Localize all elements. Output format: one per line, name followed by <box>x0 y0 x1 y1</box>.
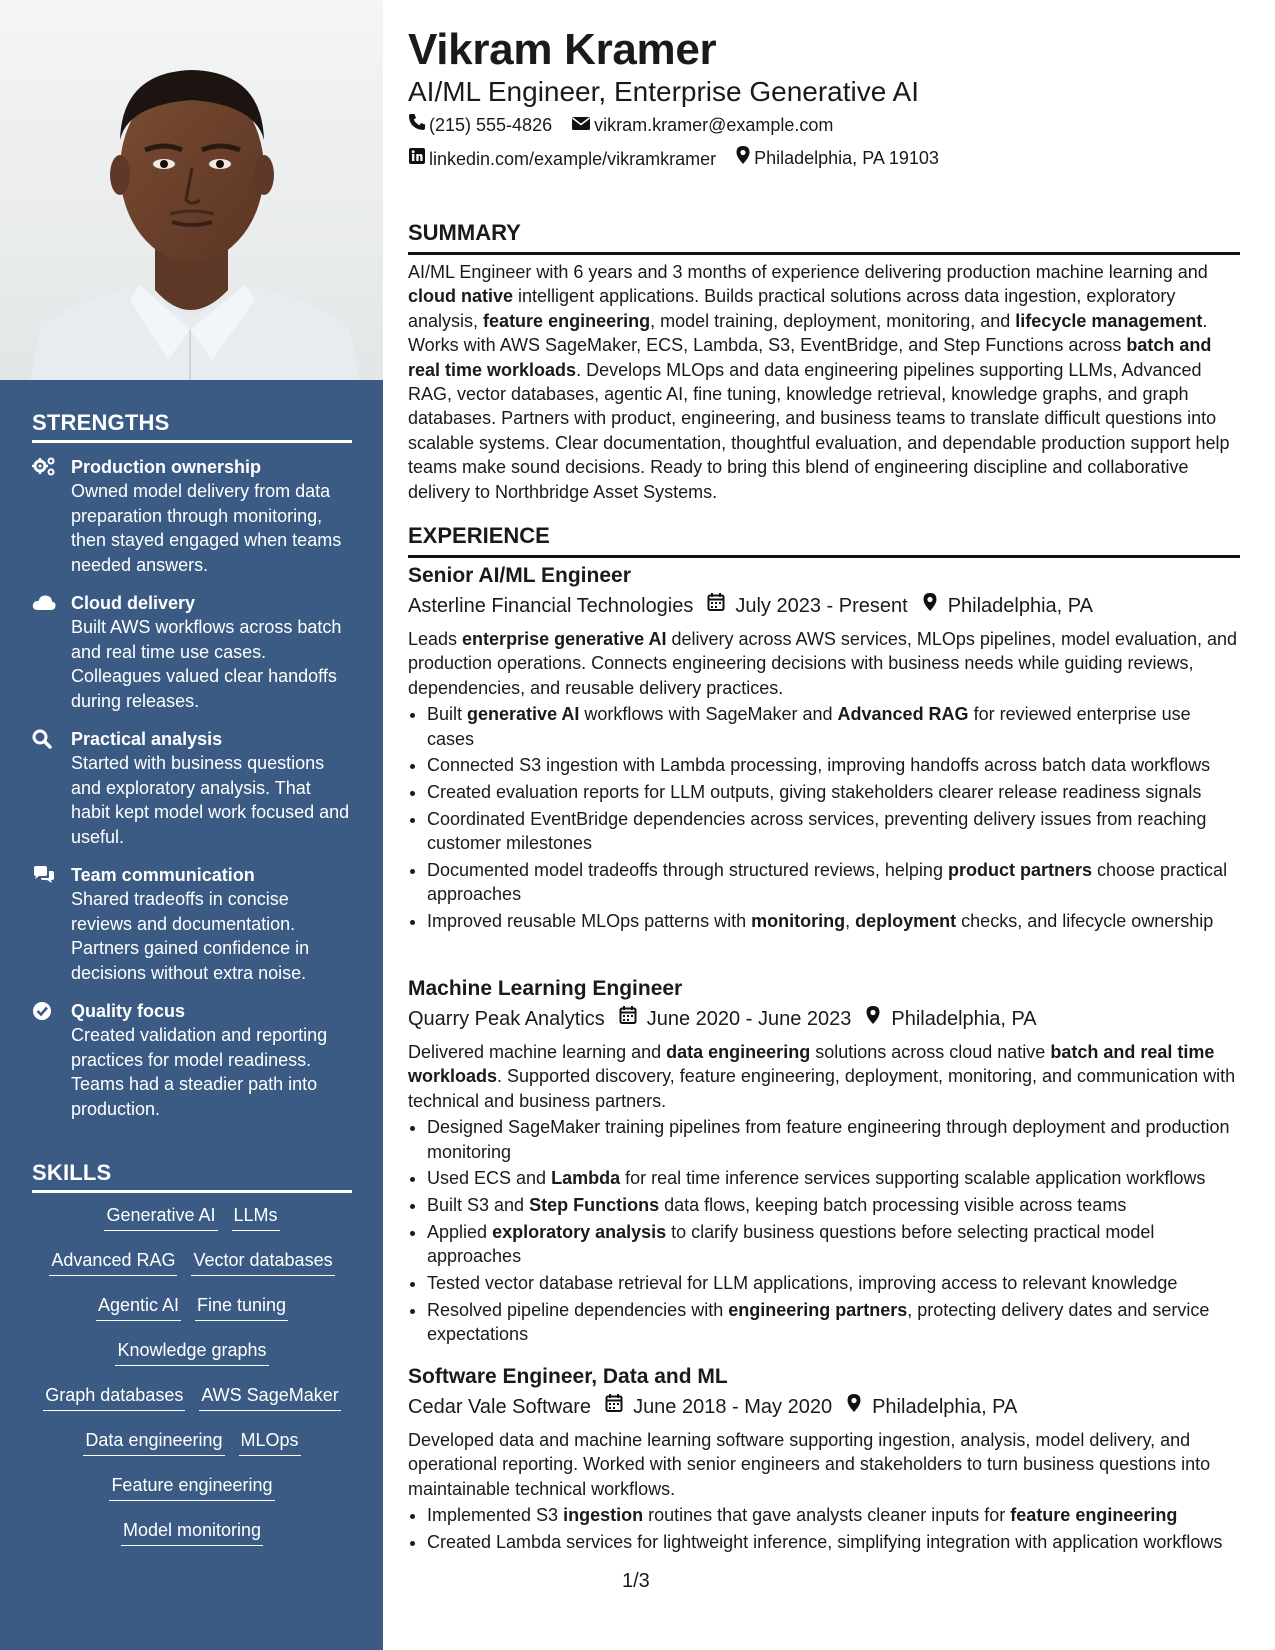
skill-tag: MLOps <box>239 1428 301 1456</box>
summary-text: AI/ML Engineer with 6 years and 3 months of experience delivering production machine learning and cloud native intelligent applications. Builds practical solutions across data ingestion, exploratory analysis, feature engineering, model training, deployment, monitoring, and lifecycle management. Works with AWS SageMaker, ECS, Lambda, S3, EventBridge, and Step Functions across batch and real time workloads. Develops MLOps and data engineering pipelines supporting LLMs, Advanced RAG, vector databases, agentic AI, fine tuning, knowledge retrieval, knowledge graphs, and graph databases. Partners with product, engineering, and business teams to translate difficult questions into scalable systems. Clear documentation, thoughtful evaluation, and dependable production support help teams make sound decisions. Ready to bring this blend of engineering discipline and collaborative delivery to Northbridge Asset Systems. <box>408 262 1230 502</box>
job-entry <box>408 1362 1240 1557</box>
skill-row <box>32 1248 352 1293</box>
strength-desc: Started with business questions and exploratory analysis. That habit kept model work focused and useful. <box>71 753 350 847</box>
skill-tag: Graph databases <box>43 1383 185 1411</box>
map-pin-icon <box>922 591 938 621</box>
skill-tag: LLMs <box>232 1203 280 1231</box>
experience-heading: EXPERIENCE <box>408 521 1240 558</box>
skill-tag: Model monitoring <box>121 1518 263 1546</box>
bullet-item: • Designed SageMaker training pipelines from feature engineering through deployment and production monitoring <box>427 1115 1240 1164</box>
job-dates: June 2018 - May 2020 <box>633 1396 833 1418</box>
phone-text: (215) 555-4826 <box>429 115 553 135</box>
skill-tag: Data engineering <box>83 1428 224 1456</box>
check-circle-icon <box>32 1001 54 1021</box>
skill-row <box>32 1518 352 1563</box>
strength-desc: Shared tradeoffs in concise reviews and documentation. Partners gained confidence in decisions without extra noise. <box>71 889 310 983</box>
bullet-item: • Created Lambda services for lightweight inference, simplifying integration with application workflows <box>427 1530 1240 1554</box>
bullet-item: • Used ECS and Lambda for real time inference services supporting scalable application workflows <box>427 1166 1240 1190</box>
skills-heading: SKILLS <box>32 1160 352 1193</box>
strength-title: Team communication <box>71 865 255 885</box>
skill-row <box>32 1428 352 1473</box>
candidate-headline: AI/ML Engineer, Enterprise Generative AI <box>408 76 920 107</box>
strength-item <box>32 591 352 713</box>
skills-list <box>32 1203 352 1563</box>
strength-item <box>32 863 352 985</box>
job-bullets <box>408 702 1240 933</box>
gears-icon <box>32 457 54 477</box>
email-link[interactable]: vikram.kramer@example.com <box>594 115 834 135</box>
strength-title: Cloud delivery <box>71 593 196 613</box>
skill-row <box>32 1203 352 1248</box>
profile-photo <box>0 0 383 380</box>
comments-icon <box>32 865 54 885</box>
skill-tag: Fine tuning <box>195 1293 288 1321</box>
bullet-item: • Resolved pipeline dependencies with engineering partners, protecting delivery dates and service expectations <box>427 1298 1240 1347</box>
phone-icon <box>408 113 429 137</box>
job-meta <box>408 1392 1240 1422</box>
bullet-item: • Created evaluation reports for LLM outputs, giving stakeholders clearer release readiness signals <box>427 780 1240 804</box>
strength-desc: Owned model delivery from data preparation through monitoring, then stayed engaged when teams needed answers. <box>71 481 342 575</box>
contact-row <box>408 113 847 137</box>
bullet-item: • Documented model tradeoffs through structured reviews, helping product partners choose practical approaches <box>427 858 1240 907</box>
map-pin-icon <box>735 145 754 171</box>
job-entry <box>408 561 1240 936</box>
strengths-section <box>32 410 352 1121</box>
calendar-icon <box>707 591 725 621</box>
job-location: Philadelphia, PA <box>872 1396 1018 1418</box>
bullet-item: • Improved reusable MLOps patterns with monitoring, deployment checks, and lifecycle ownership <box>427 909 1240 933</box>
skill-tag: Agentic AI <box>96 1293 181 1321</box>
skill-tag: AWS SageMaker <box>199 1383 340 1411</box>
bullet-item: • Coordinated EventBridge dependencies across services, preventing delivery issues from reaching customer milestones <box>427 807 1240 856</box>
location-text: Philadelphia, PA 19103 <box>754 148 939 168</box>
job-title: Senior AI/ML Engineer <box>408 564 631 587</box>
company-name: Cedar Vale Software <box>408 1396 592 1418</box>
cloud-icon <box>32 593 54 613</box>
location-contact <box>735 145 939 171</box>
job-description: Delivered machine learning and data engineering solutions across cloud native batch and real time workloads. Supported discovery, feature engineering, deployment, monitoring, and communication with technical and business partners. <box>408 1042 1236 1111</box>
email-contact[interactable] <box>571 113 833 137</box>
job-location: Philadelphia, PA <box>891 1008 1037 1030</box>
linkedin-link[interactable]: linkedin.com/example/vikramkramer <box>429 149 717 169</box>
sidebar <box>0 0 383 1650</box>
portrait-image <box>0 0 383 380</box>
strength-item <box>32 455 352 577</box>
job-title: Software Engineer, Data and ML <box>408 1365 728 1388</box>
linkedin-icon <box>408 147 429 171</box>
skills-section <box>32 1160 352 1563</box>
skill-row <box>32 1383 352 1428</box>
strength-title: Production ownership <box>71 457 262 477</box>
strength-desc: Built AWS workflows across batch and real time use cases. Colleagues valued clear handoffs during releases. <box>71 617 342 711</box>
job-dates: July 2023 - Present <box>735 595 908 617</box>
skill-row <box>32 1473 352 1518</box>
skill-tag: Advanced RAG <box>49 1248 177 1276</box>
skill-row <box>32 1338 352 1383</box>
bullet-item: • Implemented S3 ingestion routines that gave analysts cleaner inputs for feature engineering <box>427 1503 1240 1527</box>
calendar-icon <box>605 1392 623 1422</box>
job-location: Philadelphia, PA <box>947 595 1093 617</box>
map-pin-icon <box>846 1392 862 1422</box>
phone-contact <box>408 113 552 137</box>
map-pin-icon <box>865 1004 881 1034</box>
skill-row <box>32 1293 352 1338</box>
company-name: Asterline Financial Technologies <box>408 595 694 617</box>
job-description: Leads enterprise generative AI delivery across AWS services, MLOps pipelines, model evaluation, and production operations. Connects engineering decisions with business needs while guiding reviews, dependencies, and reusable delivery practices. <box>408 629 1238 698</box>
linkedin-contact[interactable] <box>408 147 716 171</box>
job-title: Machine Learning Engineer <box>408 977 683 1000</box>
strength-title: Practical analysis <box>71 729 223 749</box>
page-number: 1/3 <box>622 1570 650 1592</box>
strength-item <box>32 727 352 849</box>
contact-row <box>408 145 953 171</box>
skill-tag: Generative AI <box>104 1203 217 1231</box>
job-entry <box>408 974 1240 1349</box>
skill-tag: Knowledge graphs <box>115 1338 268 1366</box>
candidate-name: Vikram Kramer <box>408 25 717 74</box>
job-bullets <box>408 1115 1240 1346</box>
search-icon <box>32 729 54 749</box>
strengths-heading: STRENGTHS <box>32 410 352 443</box>
strength-title: Quality focus <box>71 1001 186 1021</box>
calendar-icon <box>619 1004 637 1034</box>
bullet-item: • Built S3 and Step Functions data flows, keeping batch processing visible across teams <box>427 1193 1240 1217</box>
strength-desc: Created validation and reporting practices for model readiness. Teams had a steadier path into production. <box>71 1025 328 1119</box>
bullet-item: • Tested vector database retrieval for LLM applications, improving access to relevant knowledge <box>427 1271 1240 1295</box>
job-meta <box>408 591 1240 621</box>
bullet-item: • Applied exploratory analysis to clarify business questions before selecting practical model approaches <box>427 1220 1240 1269</box>
bullet-item: • Connected S3 ingestion with Lambda processing, improving handoffs across batch data workflows <box>427 753 1240 777</box>
job-dates: June 2020 - June 2023 <box>646 1008 852 1030</box>
bullet-item: • Built generative AI workflows with SageMaker and Advanced RAG for reviewed enterprise use cases <box>427 702 1240 751</box>
job-bullets <box>408 1503 1240 1554</box>
summary-heading: SUMMARY <box>408 218 1240 255</box>
job-meta <box>408 1004 1240 1034</box>
skill-tag: Feature engineering <box>109 1473 274 1501</box>
job-description: Developed data and machine learning software supporting ingestion, analysis, model delivery, and operational reporting. Worked with senior engineers and stakeholders to turn business questions into maintainable technical workflows. <box>408 1430 1211 1499</box>
envelope-icon <box>571 113 594 137</box>
skill-tag: Vector databases <box>191 1248 334 1276</box>
company-name: Quarry Peak Analytics <box>408 1008 605 1030</box>
strength-item <box>32 999 352 1121</box>
